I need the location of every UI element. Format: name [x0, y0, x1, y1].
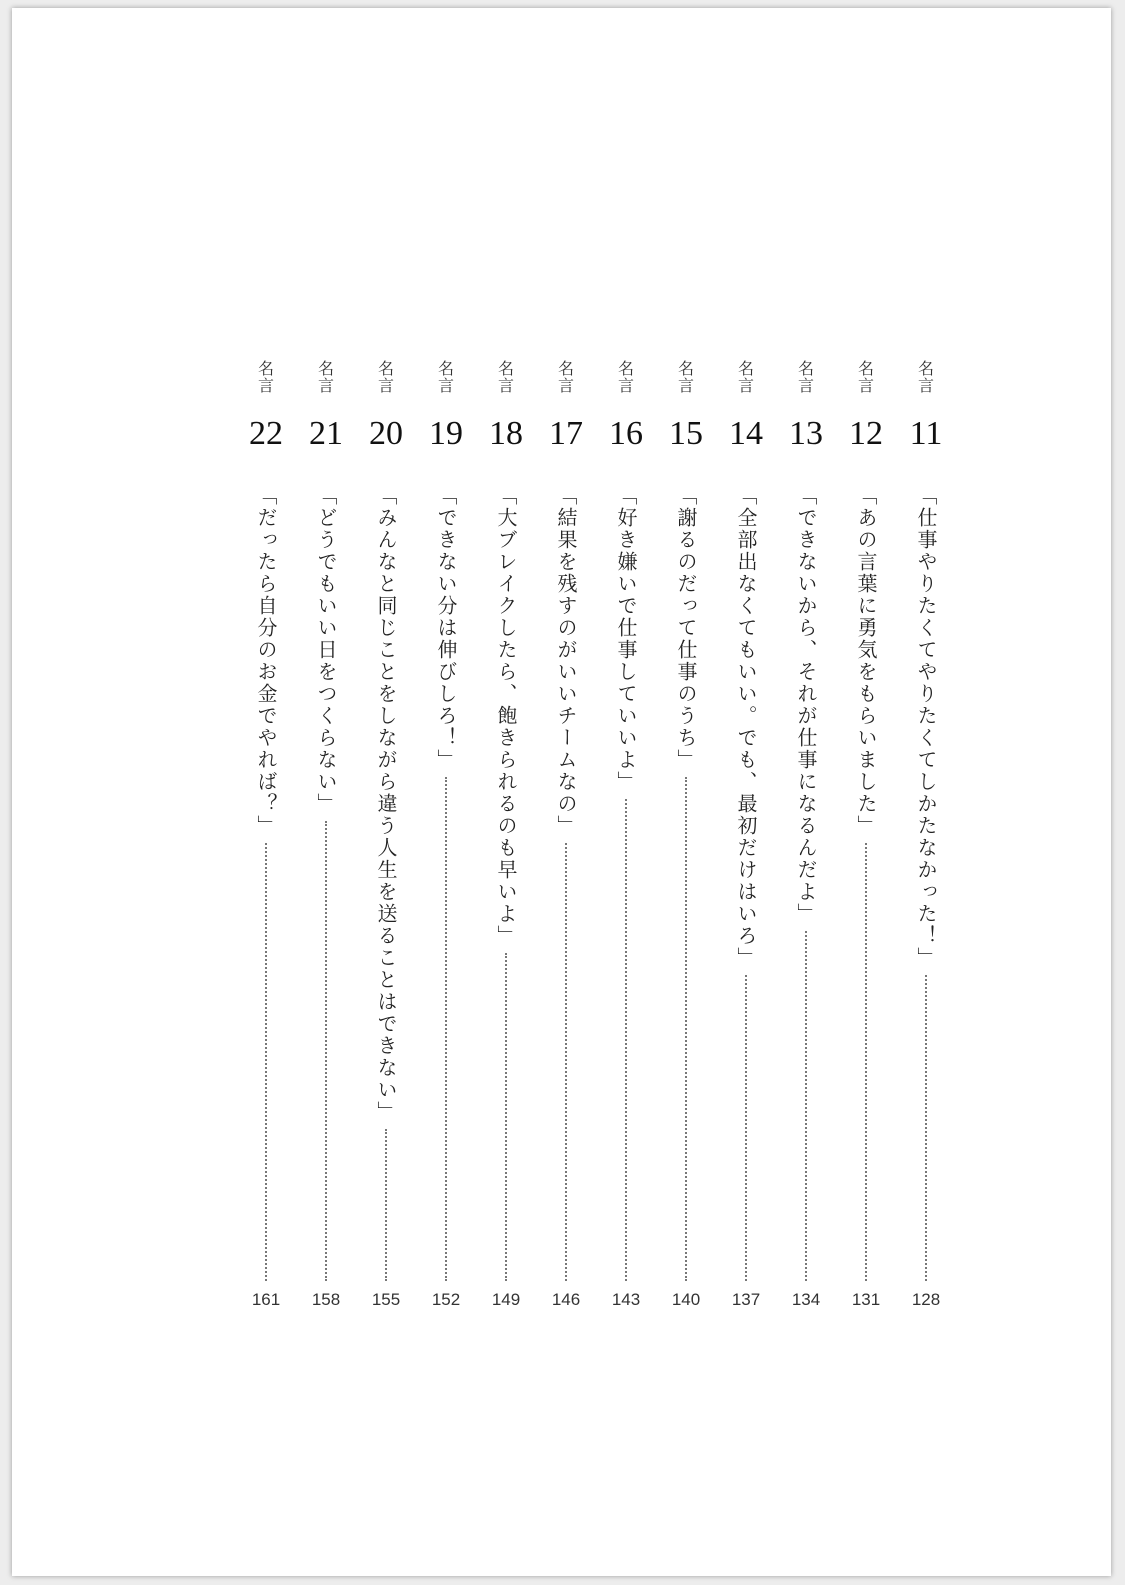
entry-title: 「みんなと同じことをしながら違う人生を送ることはできない」 [374, 485, 398, 1123]
entry-number: 13 [789, 415, 823, 452]
entry-page-number: 149 [491, 1290, 521, 1309]
entry-label: 名言 [797, 359, 814, 395]
entry-number: 20 [369, 415, 403, 452]
dotted-leader [445, 777, 447, 1281]
entry-title: 「だったら自分のお金でやれば？」 [254, 485, 278, 837]
toc-entry-19[interactable] [416, 360, 476, 1325]
entry-page-number: 137 [731, 1290, 761, 1309]
entry-label: 名言 [377, 359, 394, 395]
entry-label: 名言 [917, 359, 934, 395]
entry-page-number: 161 [251, 1290, 281, 1309]
entry-title: 「できないから、それが仕事になるんだよ」 [794, 485, 818, 925]
toc-entry-16[interactable] [596, 360, 656, 1325]
entry-number: 18 [489, 415, 523, 452]
toc-entry-20[interactable] [356, 360, 416, 1325]
dotted-leader [745, 975, 747, 1281]
toc-entry-12[interactable] [836, 360, 896, 1325]
entry-title: 「あの言葉に勇気をもらいました」 [854, 485, 878, 837]
entry-number: 22 [249, 415, 283, 452]
entry-title: 「好き嫌いで仕事していいよ」 [614, 485, 638, 793]
toc-entry-22[interactable] [236, 360, 296, 1325]
toc-entry-21[interactable] [296, 360, 356, 1325]
entry-number: 21 [309, 415, 343, 452]
entry-page-number: 140 [671, 1290, 701, 1309]
entry-number: 19 [429, 415, 463, 452]
entry-label: 名言 [557, 359, 574, 395]
toc-entry-13[interactable] [776, 360, 836, 1325]
entry-title: 「大ブレイクしたら、飽きられるのも早いよ」 [494, 485, 518, 947]
entry-page-number: 155 [371, 1290, 401, 1309]
dotted-leader [805, 931, 807, 1281]
entry-page-number: 128 [911, 1290, 941, 1309]
entry-label: 名言 [257, 359, 274, 395]
dotted-leader [625, 799, 627, 1281]
entry-page-number: 146 [551, 1290, 581, 1309]
dotted-leader [865, 843, 867, 1281]
toc-entry-17[interactable] [536, 360, 596, 1325]
toc-entry-14[interactable] [716, 360, 776, 1325]
dotted-leader [325, 821, 327, 1281]
entry-label: 名言 [437, 359, 454, 395]
entry-title: 「謝るのだって仕事のうち」 [674, 485, 698, 771]
entry-number: 14 [729, 415, 763, 452]
dotted-leader [505, 953, 507, 1281]
entry-label: 名言 [737, 359, 754, 395]
entry-page-number: 134 [791, 1290, 821, 1309]
entry-title: 「仕事やりたくてやりたくてしかたなかった！」 [914, 485, 938, 969]
entry-number: 11 [909, 415, 943, 452]
entry-label: 名言 [677, 359, 694, 395]
entry-title: 「結果を残すのがいいチームなの」 [554, 485, 578, 837]
entry-label: 名言 [617, 359, 634, 395]
entry-title: 「どうでもいい日をつくらない」 [314, 485, 338, 815]
dotted-leader [685, 777, 687, 1281]
dotted-leader [385, 1129, 387, 1281]
book-page [12, 8, 1111, 1576]
entry-page-number: 152 [431, 1290, 461, 1309]
entry-page-number: 143 [611, 1290, 641, 1309]
entry-number: 17 [549, 415, 583, 452]
entry-page-number: 158 [311, 1290, 341, 1309]
entry-label: 名言 [857, 359, 874, 395]
entry-label: 名言 [497, 359, 514, 395]
dotted-leader [925, 975, 927, 1281]
toc-entry-11[interactable] [896, 360, 956, 1325]
entry-label: 名言 [317, 359, 334, 395]
entry-title: 「全部出なくてもいい。でも、最初だけはいろ」 [734, 485, 758, 969]
entry-number: 12 [849, 415, 883, 452]
toc-entry-18[interactable] [476, 360, 536, 1325]
dotted-leader [265, 843, 267, 1281]
entry-page-number: 131 [851, 1290, 881, 1309]
entry-number: 15 [669, 415, 703, 452]
entry-title: 「できない分は伸びしろ！」 [434, 485, 458, 771]
entry-number: 16 [609, 415, 643, 452]
dotted-leader [565, 843, 567, 1281]
toc-entry-15[interactable] [656, 360, 716, 1325]
